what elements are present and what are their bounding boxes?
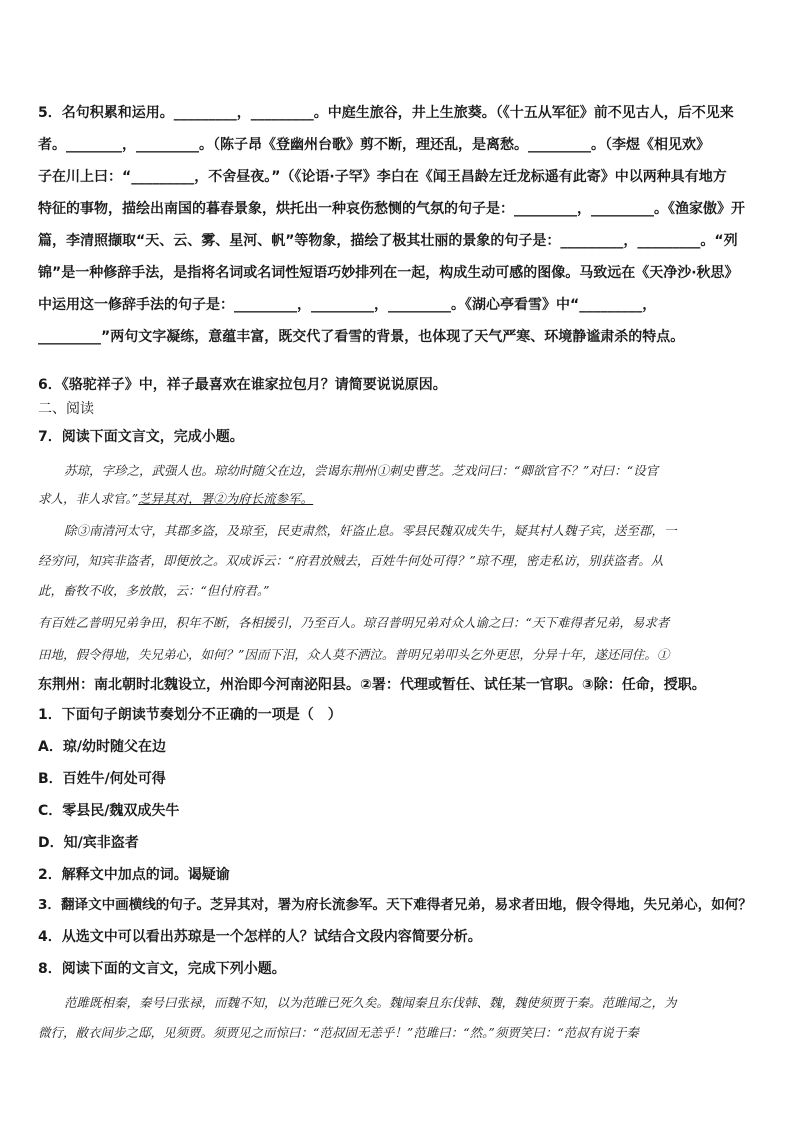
q7-passage-line: 除③南清河太守，其郡多盗，及琼至，民吏肃然，奸盗止息。零县民魏双成失牛，疑其村人魏子宾，送至郡，一 [64,523,677,538]
q5-line-8: _________”两句文字凝练，意蕴丰富，既交代了看雪的背景，也体现了天气严寒、环境静谧肃杀的特点。 [38,329,685,345]
q7-subquestion-2: 2．解释文中加点的词。谒疑谕 [38,867,230,883]
section-title: 二、阅读 [38,401,94,417]
option-c: C．零县民/魏双成失牛 [38,803,180,819]
question-6: 6．《骆驼祥子》中，祥子最喜欢在谁家拉包月？请简要说说原因。 [38,377,447,393]
q7-passage-line: 此，畜牧不收，多放散，云：“但付府君。” [38,583,270,598]
q5-line-4: 特征的事物，描绘出南国的暮春景象，烘托出一种哀伤愁恻的气氛的句子是：_________，_________。《渔家傲》开 [38,201,745,217]
q7-intro: 7．阅读下面文言文，完成小题。 [38,429,244,445]
q7-notes: 东荆州：南北朝时北魏设立，州治即今河南泌阳县。②署：代理或暂任、试任某一官职。③除：任命，授职。 [38,677,706,693]
q8-passage-line: 范雎既相秦，秦号曰张禄，而魏不知，以为范雎已死久矣。魏闻秦且东伐韩、魏，魏使须贾于秦。范雎闻之，为 [64,995,677,1010]
q5-line-2: 者。________，_________。（陈子昂《登幽州台歌》剪不断，理还乱，是离愁。_________。（李煜《相见欢》 [38,137,710,153]
option-a: A．琼/幼时随父在边 [38,739,166,755]
q7-subquestion-3: 3．翻译文中画横线的句子。芝异其对，署为府长流参军。天下难得者兄弟，易求者田地，假令得地，失兄弟心，如何？ [38,897,752,913]
q5-line-6: 锦”是一种修辞手法，是指将名词或名词性短语巧妙排列在一起，构成生动可感的图像。马致远在《天净沙·秋思》 [38,265,739,281]
underlined-sentence: 芝异其对，署②为府长流参军。 [138,491,314,506]
q5-line-1: 5．名句积累和运用。_________，_________。中庭生旅谷，井上生旅葵。（《十五从军征》前不见古人，后不见来 [38,105,734,121]
option-d: D．知/宾非盗者 [38,835,139,851]
q7-passage-line: 有百姓乙普明兄弟争田，积年不断，各相援引，乃至百人。琼召普明兄弟对众人谕之曰：“天下难得者兄弟，易求者 [38,615,670,630]
q7-subquestion-4: 4．从选文中可以看出苏琼是一个怎样的人？试结合文段内容简要分析。 [38,929,482,945]
q7-passage-line: 苏琼，字珍之，武强人也。琼幼时随父在边，尝谒东荆州①刺史曹芝。芝戏问曰：“卿欲官不？”对曰：“设官 [64,463,659,478]
q7-passage-text: 求人，非人求官。” [38,491,139,506]
option-b: B．百姓牛/何处可得 [38,771,166,787]
q5-line-7: 中运用这一修辞手法的句子是：_________，_________，_________。《湖心亭看雪》中“_________， [38,297,657,313]
q7-subquestion-1: 1．下面句子朗读节奏划分不正确的一项是（ ） [38,707,342,723]
q5-line-3: 子在川上曰：“_________，不舍昼夜。”（《论语·子罕》李白在《闻王昌龄左迁龙标遥有此寄》中以两种具有地方 [38,169,727,185]
q7-passage-line [38,490,760,508]
q8-intro: 8．阅读下面的文言文，完成下列小题。 [38,961,286,977]
q7-passage-line: 经穷问，知宾非盗者，即便放之。双成诉云：“府君放贼去，百姓牛何处可得？”琼不理，密走私访，别获盗者。从 [38,553,664,568]
q8-passage-line: 微行，敝衣间步之邸，见须贾。须贾见之而惊曰：“范叔固无恙乎！”范雎曰：“然。”须贾笑曰：“范叔有说于秦 [38,1025,639,1040]
q7-passage-line: 田地，假令得地，失兄弟心，如何？”因而下泪，众人莫不洒泣。普明兄弟叩头乞外更思，分异十年，遂还同住。① [38,647,670,662]
q5-line-5: 篇，李清照撷取“天、云、雾、星河、帆”等物象，描绘了极其壮丽的景象的句子是：_________，_________。“列 [38,233,738,249]
